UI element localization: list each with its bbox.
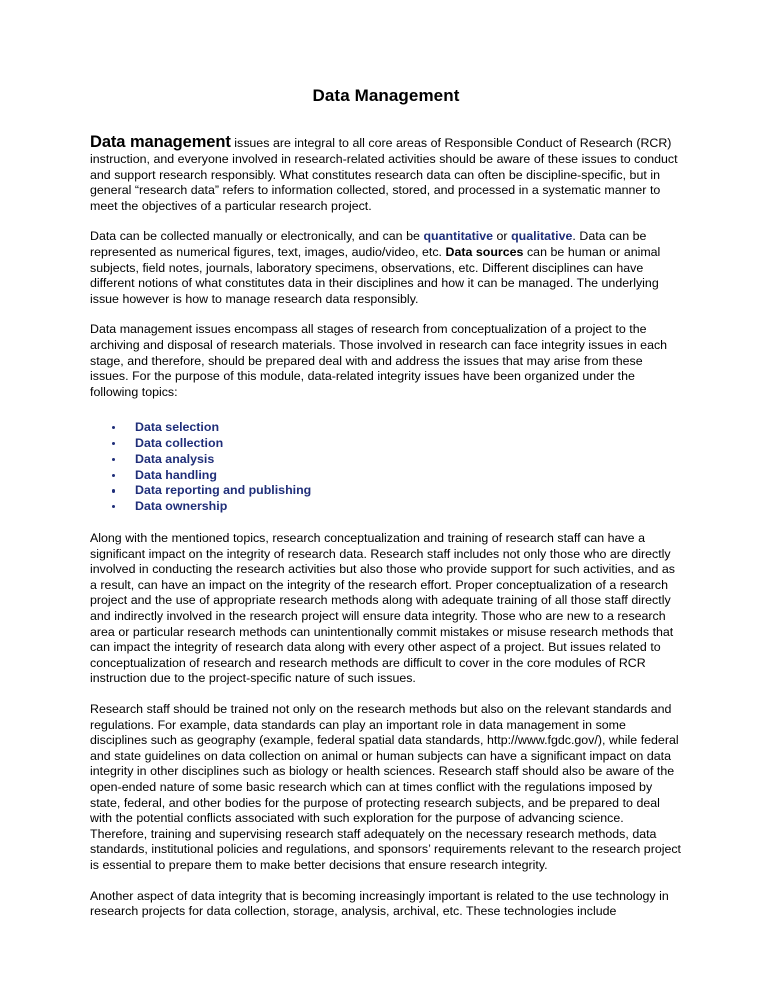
list-item-label: Data reporting and publishing	[135, 483, 312, 498]
emphasis-qualitative: qualitative	[511, 229, 573, 244]
list-item-label: Data handling	[135, 467, 217, 482]
list-item-label: Data ownership	[135, 499, 228, 514]
emphasis-quantitative: quantitative	[423, 229, 493, 244]
paragraph-segment-2: or	[493, 229, 512, 244]
paragraph-intro-text: issues are integral to all core areas of Responsible Conduct of Research (RCR) instruction, and everyone involved in research-related activities should be aware of these issues to conduct and support research responsibly. What constitutes research data can often be discipline-specific, but in general “research data” refers to information collected, stored, and processed in a systematic manner to meet the objectives of a particular research project.	[90, 136, 678, 213]
list-item-label: Data collection	[135, 436, 224, 451]
list-item	[90, 483, 682, 499]
bullet-dot-icon	[112, 474, 115, 477]
list-item	[90, 452, 682, 468]
bullet-dot-icon	[112, 426, 115, 429]
list-item	[90, 499, 682, 515]
page-title: Data Management	[312, 86, 460, 105]
list-item	[90, 420, 682, 436]
list-item-label: Data selection	[135, 420, 220, 435]
paragraph-lead-in: Data management	[90, 133, 231, 152]
paragraph-segment-1: Data can be collected manually or electronically, and can be	[90, 229, 424, 244]
paragraph-intro	[90, 135, 682, 214]
topics-list	[90, 420, 682, 515]
bullet-dot-icon	[112, 505, 115, 508]
list-item	[90, 468, 682, 484]
paragraph-training: Along with the mentioned topics, research conceptualization and training of research staff can have a significant impact on the integrity of research data. Research staff includes not only those who are directly involved in conducting the research activities but also those who provide support for such activities, and as a result, can have an impact on the integrity of the research effort. Proper conceptualization of a research project and the use of appropriate research methods along with adequate training of all those staff directly and indirectly involved in the research project will ensure data integrity. Those who are new to a research area or particular research methods can unintentionally commit mistakes or misuse research methods that can impact the integrity of research data along with every other aspect of a project. But issues related to conceptualization of research and research methods are difficult to cover in the core modules of RCR instruction due to the project-specific nature of such issues.	[90, 531, 675, 686]
paragraph-technology: Another aspect of data integrity that is becoming increasingly important is related to the use technology in research projects for data collection, storage, analysis, archival, etc. These technologies include	[90, 888, 669, 919]
paragraph-data-types	[90, 229, 682, 307]
list-item-label: Data analysis	[135, 451, 215, 466]
paragraph-segment-4: can be human or animal subjects, field notes, journals, laboratory specimens, observations, etc. Different disciplines can have different notions of what constitutes data in their disciplines and how it can be managed. The underlying issue however is how to manage research data responsibly.	[90, 244, 661, 306]
paragraph-segment-3: . Data can be represented as numerical figures, text, images, audio/video, etc.	[90, 229, 647, 259]
bullet-dot-icon	[112, 442, 115, 445]
paragraph-standards: Research staff should be trained not only on the research methods but also on the relevant standards and regulations. For example, data standards can play an important role in data management in some disciplines such as geography (example, federal spatial data standards, http://www.fgdc.gov/), while federal and state guidelines on data collection on animal or human subjects can have a significant impact on data integrity in other disciplines such as biology or health sciences. Research staff should also be aware of the open-ended nature of some basic research which can at times conflict with the regulations imposed by state, federal, and other bodies for the purpose of protecting research subjects, and be prepared to deal with the potential conflicts associated with such exploration for the purpose of advancing science. Therefore, training and supervising research staff adequately on the necessary research methods, data standards, institutional policies and regulations, and sponsors’ requirements relevant to the research project is essential to prepare them to make better decisions that ensure research integrity.	[90, 702, 682, 872]
paragraph-stages: Data management issues encompass all stages of research from conceptualization of a project to the archiving and disposal of research materials. Those involved in research can face integrity issues in each stage, and therefore, should be prepared deal with and address the issues that may arise from these issues. For the purpose of this module, data-related integrity issues have been organized under the following topics:	[90, 322, 668, 399]
emphasis-data-sources: Data sources	[445, 244, 524, 259]
list-item	[90, 436, 682, 452]
bullet-dot-icon	[112, 458, 115, 461]
bullet-dot-icon	[112, 489, 115, 492]
document-content	[90, 86, 682, 935]
